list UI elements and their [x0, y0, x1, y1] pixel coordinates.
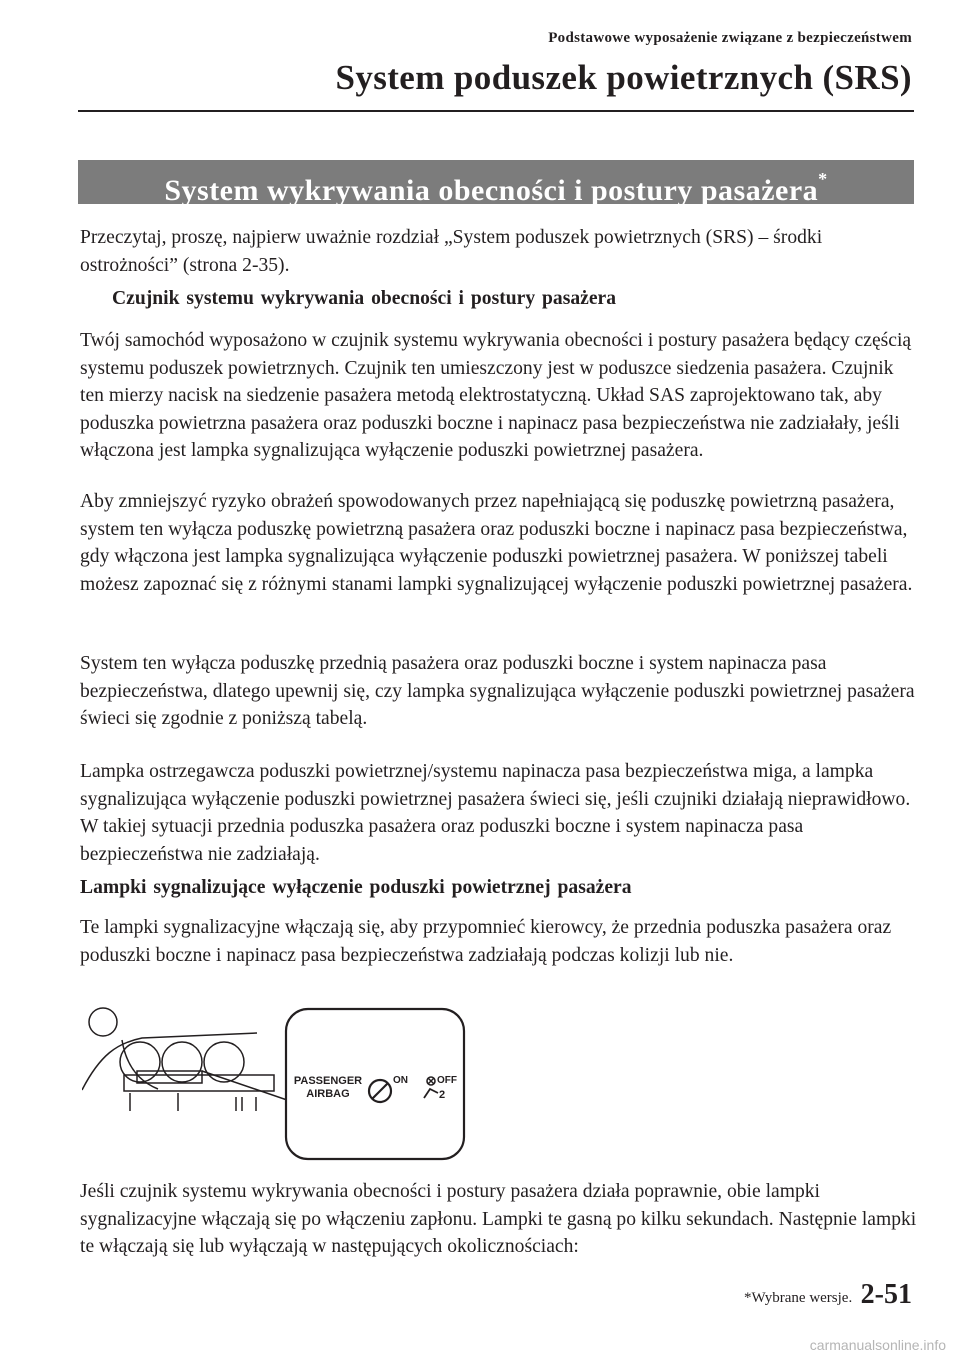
on-label: ON: [393, 1075, 408, 1086]
section-title: System wykrywania obecności i postury pasażera: [164, 174, 819, 207]
air-vent-right: [204, 1042, 244, 1082]
header-rule: [78, 110, 914, 112]
paragraph-normal-operation: Jeśli czujnik systemu wykrywania obecności i postury pasażera działa poprawnie, obie lampki sygnalizacyjne włączają się po włączeniu zapłonu. Lampki te gasną po kilku sekundach. Następnie lampki te włączają się lub wyłączają w następujących okolicznościach:: [80, 1181, 917, 1257]
paragraph-indicator-purpose: Te lampki sygnalizacyjne włączają się, aby przypomnieć kierowcy, że przednia poduszka pasażera oraz poduszki boczne i napinacz pasa bezpieczeństwa zadziałają podczas kolizji lub nie.: [80, 917, 892, 966]
dashboard-indicator-illustration: [82, 995, 467, 1163]
dashboard-knob: [89, 1008, 117, 1036]
paragraph-warning-lamp: Lampka ostrzegawcza poduszki powietrznej/systemu napinacza pasa bezpieczeństwa miga, a lampka sygnalizująca wyłączenie poduszki powietrznej pasażera świeci się, jeśli czujniki działają nieprawidłowo. W takiej sytuacji przednia poduszka pasażera oraz poduszki boczne i system napinacza pasa bezpieczeństwa nie zadziałają.: [80, 761, 911, 865]
air-vent-center: [162, 1042, 202, 1082]
paragraph-risk-reduction: Aby zmniejszyć ryzyko obrażeń spowodowanych przez napełniającą się poduszkę powietrzną pasażera, system ten wyłącza poduszkę powietrzną pasażera oraz poduszki boczne i napinacz pasa bezpieczeństwa, gdy włączona jest lampka sygnalizująca wyłączenie poduszki powietrznej pasażera. W poniższej tabeli możesz zapoznać się z różnymi stanami lampki sygnalizującej wyłączenie poduszki powietrznej pasażera.: [80, 491, 913, 595]
running-header-subtitle: Podstawowe wyposażenie związane z bezpieczeństwem: [548, 30, 912, 46]
subheading-indicator-lamps: Lampki sygnalizujące wyłączenie poduszki powietrznej pasażera: [80, 877, 632, 898]
passenger-label: PASSENGER: [293, 1075, 363, 1087]
footnote-optional-versions: *Wybrane wersje.: [744, 1290, 853, 1306]
intro-paragraph: Przeczytaj, proszę, najpierw uważnie rozdział „System poduszek powietrznych (SRS) – środki ostrożności” (strona 2-35).: [80, 227, 823, 276]
running-header-title: System poduszek powietrznych (SRS): [335, 58, 912, 97]
page-number: 2-51: [860, 1279, 912, 1310]
paragraph-sensor-description: Twój samochód wyposażono w czujnik systemu wykrywania obecności i postury pasażera będący częścią systemu poduszek powietrznych. Czujnik ten umieszczony jest w poduszce siedzenia pasażera. Czujnik ten mierzy nacisk na siedzenie pasażera metodą elektrostatyczną. Układ SAS zaprojektowano tak, aby poduszka powietrzna pasażera oraz poduszki boczne i napinacz pasa bezpieczeństwa nie zadziałały, jeśli włączona jest lampka sygnalizująca wyłączenie poduszki powietrznej pasażera.: [80, 330, 912, 461]
airbag-label: AIRBAG: [306, 1088, 350, 1100]
air-vent-left: [120, 1042, 160, 1082]
site-watermark: carmanualsonline.info: [809, 1337, 946, 1353]
subheading-sensor: Czujnik systemu wykrywania obecności i postury pasażera: [112, 288, 617, 309]
seat-position-digit: 2: [439, 1089, 446, 1101]
paragraph-system-disables: System ten wyłącza poduszkę przednią pasażera oraz poduszki boczne i system napinacza pasa bezpieczeństwa, dlatego upewnij się, czy lampka sygnalizująca wyłączenie poduszki powietrznej pasażera świeci się zgodnie z poniższą tabelą.: [80, 653, 915, 729]
optional-equipment-asterisk: *: [818, 169, 828, 189]
off-label: OFF: [437, 1075, 457, 1086]
section-title-banner: [78, 160, 914, 207]
